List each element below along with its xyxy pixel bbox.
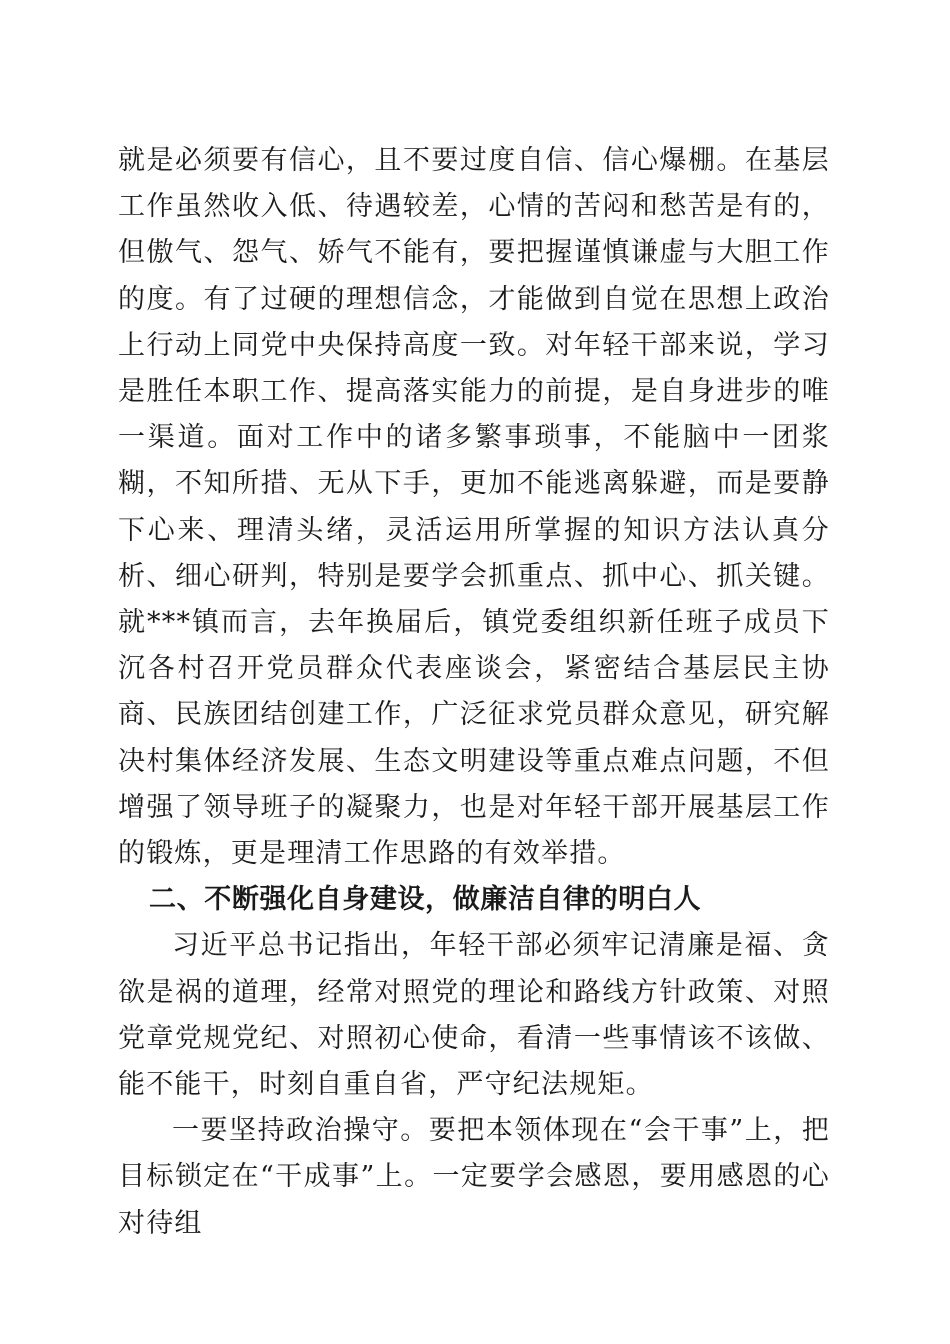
body-paragraph-1: 就是必须要有信心，且不要过度自信、信心爆棚。在基层工作虽然收入低、待遇较差，心情的苦闷和愁苦是有的，但傲气、怨气、娇气不能有，要把握谨慎谦虚与大胆工作的度。有了过硬的理想信念，才能做到自觉在思想上政治上行动上同党中央保持高度一致。对年轻干部来说，学习是胜任本职工作、提高落实能力的前提，是自身进步的唯一渠道。面对工作中的诸多繁事琐事，不能脑中一团浆糊，不知所措、无从下手，更加不能逃离躲避，而是要静下心来、理清头绪，灵活运用所掌握的知识方法认真分析、细心研判，特别是要学会抓重点、抓中心、抓关键。就***镇而言，去年换届后，镇党委组织新任班子成员下沉各村召开党员群众代表座谈会，紧密结合基层民主协商、民族团结创建工作，广泛征求党员群众意见，研究解决村集体经济发展、生态文明建设等重点难点问题，不但增强了领导班子的凝聚力，也是对年轻干部开展基层工作的锻炼，更是理清工作思路的有效举措。 [118, 145, 830, 870]
document-page [118, 138, 830, 1247]
section-heading-2: 二、不断强化自身建设，做廉洁自律的明白人 [149, 884, 702, 916]
body-paragraph-3: 一要坚持政治操守。要把本领体现在“会干事”上，把目标锁定在“干成事”上。一定要学会感恩，要用感恩的心对待组 [118, 1115, 830, 1239]
body-paragraph-2: 习近平总书记指出，年轻干部必须牢记清廉是福、贪欲是祸的道理，经常对照党的理论和路线方针政策、对照党章党规党纪、对照初心使命，看清一些事情该不该做、能不能干，时刻自重自省，严守纪法规矩。 [118, 930, 830, 1101]
